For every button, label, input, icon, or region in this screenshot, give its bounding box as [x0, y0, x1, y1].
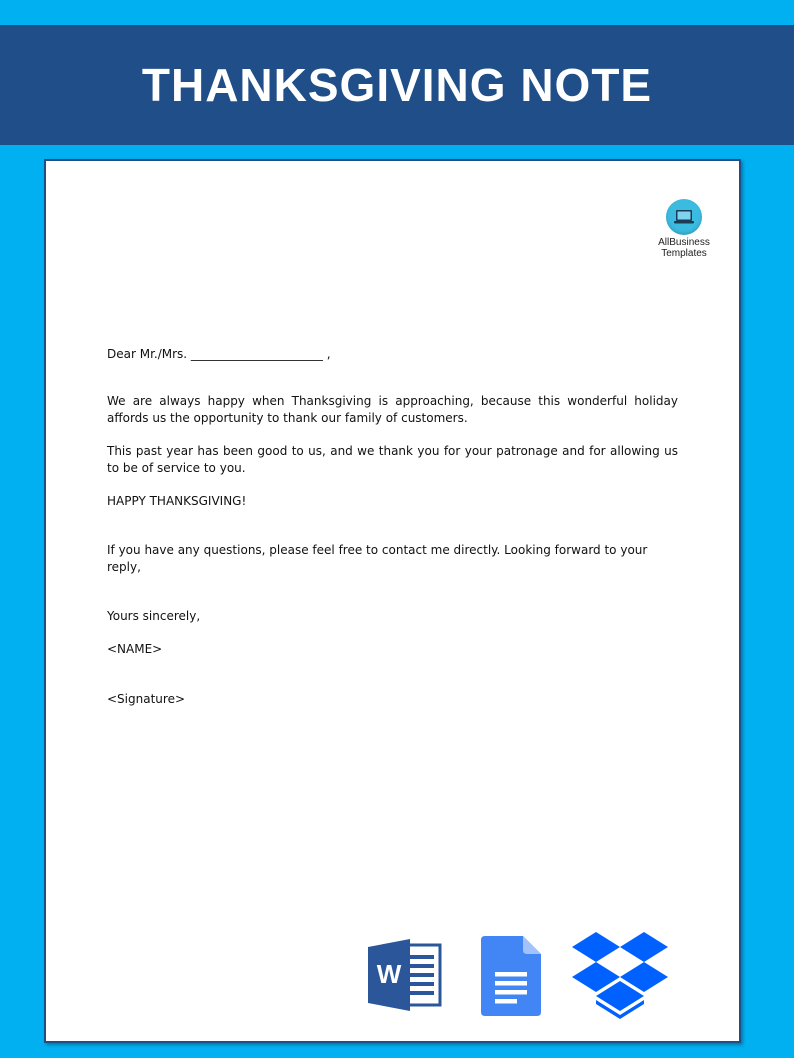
paragraph-3: HAPPY THANKSGIVING!: [107, 494, 247, 508]
logo-line2: Templates: [661, 248, 707, 259]
page-title: THANKSGIVING NOTE: [141, 59, 653, 111]
paragraph-4: If you have any questions, please feel free to contact me directly. Looking forward to your reply,: [107, 543, 648, 574]
document-page: [44, 159, 741, 1043]
greeting: Dear Mr./Mrs. ______________________ ,: [107, 347, 331, 361]
paragraph-1: We are always happy when Thanksgiving is approaching, because this wonderful holiday affords us the opportunity to thank our family of customers.: [107, 394, 678, 425]
closing: Yours sincerely,: [107, 609, 201, 623]
letter-body: [107, 346, 678, 708]
name-placeholder: <NAME>: [107, 642, 163, 656]
svg-text:W: W: [376, 959, 402, 989]
signature-placeholder: <Signature>: [107, 692, 185, 706]
logo-line1: AllBusiness: [658, 237, 710, 248]
google-docs-icon[interactable]: [481, 936, 541, 1020]
allbusiness-logo[interactable]: [644, 199, 724, 259]
laptop-icon: [666, 199, 702, 235]
paragraph-2: This past year has been good to us, and we thank you for your patronage and for allowing us to be of service to you.: [107, 444, 678, 475]
word-icon[interactable]: [368, 939, 444, 1015]
header-banner: [0, 25, 794, 145]
dropbox-icon[interactable]: [572, 932, 668, 1024]
